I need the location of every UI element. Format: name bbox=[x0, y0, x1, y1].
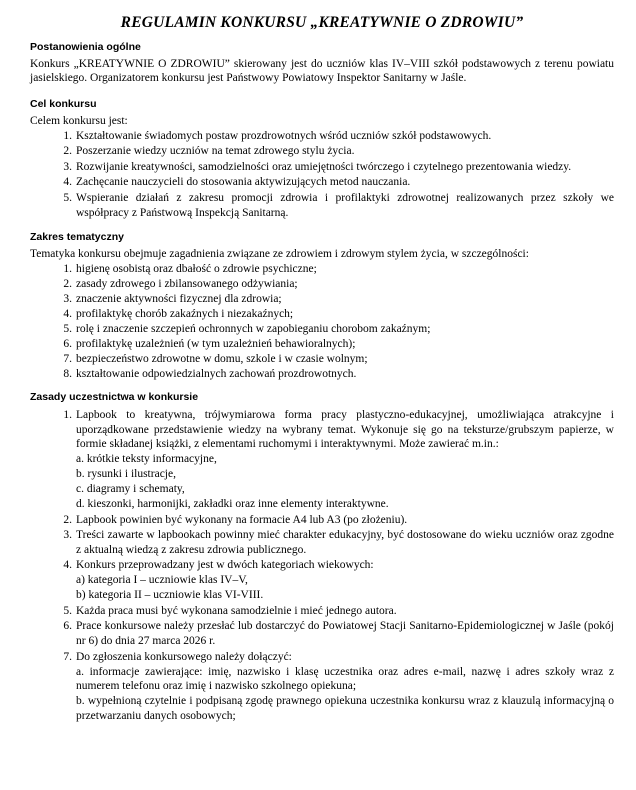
list-item-text: Do zgłoszenia konkursowego należy dołączyć: bbox=[76, 650, 292, 663]
list-item: Zachęcanie nauczycieli do stosowania aktywizujących metod nauczania. bbox=[76, 176, 411, 189]
list-item: rolę i znaczenie szczepień ochronnych w zapobieganiu chorobom zakaźnym; bbox=[76, 322, 431, 335]
section-heading-zasady-uczestnictwa: Zasady uczestnictwa w konkursie bbox=[30, 391, 199, 404]
list-subline: c. diagramy i schematy, bbox=[76, 483, 185, 496]
list-item: profilaktykę chorób zakaźnych i niezakaźnych; bbox=[76, 307, 294, 320]
section-heading-cel-konkursu: Cel konkursu bbox=[30, 98, 97, 111]
list-item: kształtowanie odpowiedzialnych zachowań prozdrowotnych. bbox=[76, 367, 357, 380]
list-item-text: Każda praca musi być wykonana samodzielnie i mieć jednego autora. bbox=[76, 604, 397, 617]
list-item: Kształtowanie świadomych postaw prozdrowotnych wśród uczniów szkół podstawowych. bbox=[76, 130, 492, 142]
list-zasady-uczestnictwa bbox=[30, 408, 614, 725]
list-item: Rozwijanie kreatywności, samodzielności oraz umiejętności twórczego i czytelnego prezentowania wiedzy. bbox=[76, 160, 572, 173]
list-item-text: Lapbook to kreatywna, trójwymiarowa forma pracy plastyczno-edukacyjnej, umożliwiająca atrakcyjne i uporządkowane przedstawienie wiedzy na wybrany temat. Wykonuje się go na teksturze/grubszym papierze, w formie składanej książki, z elementami ruchomymi i interaktywnymi. Może zawierać m.in.: bbox=[76, 408, 614, 451]
list-item bbox=[30, 650, 614, 725]
list-item bbox=[30, 408, 614, 513]
list-cel-konkursu bbox=[30, 129, 614, 221]
list-subline: a. informacje zawierające: imię, nazwisko i klasę uczestnika oraz adres e-mail, nazwę i adres szkoły wraz z numerem telefonu oraz imię i nazwisko szkolnego opiekuna; bbox=[76, 665, 614, 693]
list-item: znaczenie aktywności fizycznej dla zdrowia; bbox=[76, 292, 282, 305]
list-item: higienę osobistą oraz dbałość o zdrowie psychiczne; bbox=[76, 262, 317, 275]
list-item-text: Konkurs przeprowadzany jest w dwóch kategoriach wiekowych: bbox=[76, 559, 374, 572]
list-item-text: Prace konkursowe należy przesłać lub dostarczyć do Powiatowej Stacji Sanitarno-Epidemiologicznej w Jaśle (pokój nr 6) do dnia 27 marca 2026 r. bbox=[76, 620, 614, 648]
list-subline: a. krótkie teksty informacyjne, bbox=[76, 453, 217, 466]
list-item: zasady zdrowego i zbilansowanego odżywiania; bbox=[76, 277, 298, 290]
list-item bbox=[30, 619, 614, 649]
page-title: REGULAMIN KONKURSU „KREATYWNIE O ZDROWIU” bbox=[120, 14, 524, 31]
list-item-text: Lapbook powinien być wykonany na formacie A4 lub A3 (po złożeniu). bbox=[76, 513, 408, 526]
list-item: Wspieranie działań z zakresu promocji zdrowia i profilaktyki zdrowotnej realizowanych przez szkoły we współpracy z Państwową Inspekcją Sanitarną. bbox=[76, 191, 614, 219]
section-heading-zakres-tematyczny: Zakres tematyczny bbox=[30, 231, 124, 244]
list-item: profilaktykę uzależnień (w tym uzależnień behawioralnych); bbox=[76, 337, 356, 350]
section-paragraph-postanowienia: Konkurs „KREATYWNIE O ZDROWIU” skierowany jest do uczniów klas IV–VIII szkół podstawowych z terenu powiatu jasielskiego. Organizatorem konkursu jest Państwowy Powiatowy Inspektor Sanitarny w Jaśle. bbox=[30, 57, 614, 85]
list-zakres-tematyczny bbox=[30, 262, 614, 382]
list-subline: a) kategoria I – uczniowie klas IV–V, bbox=[76, 574, 248, 587]
list-item: bezpieczeństwo zdrowotne w domu, szkole i w czasie wolnym; bbox=[76, 352, 368, 365]
section-heading-postanowienia-ogolne: Postanowienia ogólne bbox=[30, 40, 141, 53]
list-subline: d. kieszonki, harmonijki, zakładki oraz inne elementy interaktywne. bbox=[76, 498, 389, 511]
list-item bbox=[30, 604, 614, 619]
list-item bbox=[30, 558, 614, 603]
section-paragraph-zakres: Tematyka konkursu obejmuje zagadnienia związane ze zdrowiem i zdrowym stylem życia, w szczególności: bbox=[30, 248, 529, 261]
section-paragraph-cel: Celem konkursu jest: bbox=[30, 115, 128, 128]
list-item bbox=[30, 513, 614, 528]
list-item: Poszerzanie wiedzy uczniów na temat zdrowego stylu życia. bbox=[76, 145, 355, 158]
list-subline: b) kategoria II – uczniowie klas VI-VIII. bbox=[76, 589, 264, 602]
list-subline: b. wypełnioną czytelnie i podpisaną zgodę prawnego opiekuna uczestnika konkursu wraz z klauzulą informacyjną o przetwarzaniu danych osobowych; bbox=[76, 695, 614, 723]
list-item-text: Treści zawarte w lapbookach powinny mieć charakter edukacyjny, być dostosowane do wieku uczniów oraz zgodne z aktualną wiedzą z zakresu zdrowia publicznego. bbox=[76, 529, 614, 557]
list-subline: b. rysunki i ilustracje, bbox=[76, 468, 176, 481]
list-item bbox=[30, 528, 614, 558]
